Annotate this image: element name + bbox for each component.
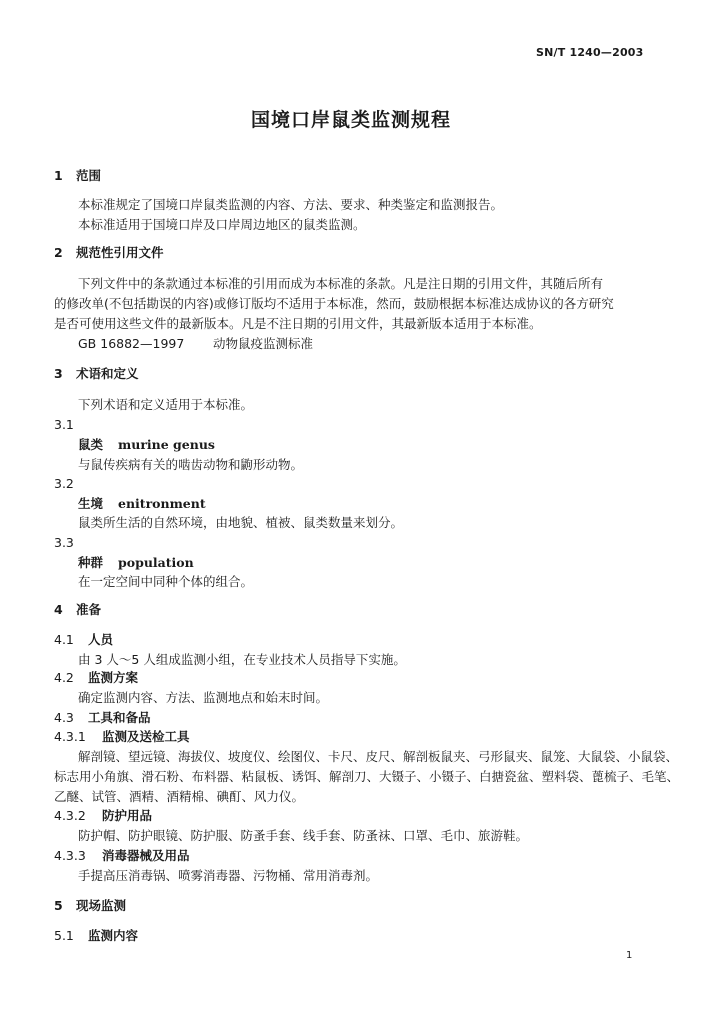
subsection-heading: 监测及送检工具: [102, 729, 190, 744]
subsection-text: 确定监测内容、方法、监测地点和始末时间。: [78, 690, 329, 705]
page-number: 1: [626, 950, 633, 961]
term-definition: 鼠类所生活的自然环境，由地貌、植被、鼠类数量来划分。: [78, 515, 404, 530]
term-english: population: [118, 555, 194, 570]
page-title: 国境口岸鼠类监测规程: [250, 109, 451, 131]
subsection-number: 4.3: [54, 710, 74, 725]
section-2-heading: 规范性引用文件: [76, 245, 164, 260]
section-5-number: 5: [54, 898, 63, 913]
section-3-number: 3: [54, 366, 63, 381]
subsection-number: 4.3.2: [54, 808, 86, 823]
section-1-paragraph-2: 本标准适用于国境口岸及口岸周边地区的鼠类监测。: [78, 217, 366, 232]
term-definition: 与鼠传疾病有关的啮齿动物和鼩形动物。: [78, 457, 304, 472]
subsection-number: 4.2: [54, 670, 74, 685]
subsection-heading: 人员: [88, 632, 114, 647]
section-4-heading: 准备: [76, 602, 102, 617]
section-4-number: 4: [54, 602, 63, 617]
section-5-heading: 现场监测: [76, 898, 127, 913]
section-3-intro: 下列术语和定义适用于本标准。: [78, 397, 254, 412]
section-1-paragraph-1: 本标准规定了国境口岸鼠类监测的内容、方法、要求、种类鉴定和监测报告。: [78, 197, 504, 212]
term-chinese: 种群: [78, 555, 104, 570]
subsection-heading: 消毒器械及用品: [102, 848, 190, 863]
subsection-number: 4.3.3: [54, 848, 86, 863]
subsection-number: 4.1: [54, 632, 74, 647]
term-english: murine genus: [118, 437, 215, 452]
subsection-heading: 监测内容: [88, 928, 139, 943]
reference-code: GB 16882—1997: [78, 336, 185, 351]
subsection-text: 防护帽、防护眼镜、防护服、防蚤手套、线手套、防蚤袜、口罩、毛巾、旅游鞋。: [78, 828, 529, 843]
term-english: enitronment: [118, 496, 206, 511]
term-chinese: 生境: [78, 496, 104, 511]
section-2-line-1: 下列文件中的条款通过本标准的引用而成为本标准的条款。凡是注日期的引用文件，其随后所有: [78, 276, 604, 291]
section-1-number: 1: [54, 168, 63, 183]
term-number: 3.2: [54, 476, 74, 491]
section-2-line-3: 是否可使用这些文件的最新版本。凡是不注日期的引用文件，其最新版本适用于本标准。: [54, 316, 542, 331]
subsection-number: 4.3.1: [54, 729, 86, 744]
tools-line-2: 标志用小角旗、滑石粉、布料器、粘鼠板、诱饵、解剖刀、大镊子、小镊子、白搪瓷盆、塑料袋、蓖梳子、毛笔、: [54, 769, 680, 784]
section-1-heading: 范围: [76, 168, 102, 183]
term-number: 3.3: [54, 535, 74, 550]
section-2-number: 2: [54, 245, 63, 260]
reference-title: 动物鼠疫监测标准: [213, 336, 314, 351]
section-3-heading: 术语和定义: [76, 366, 139, 381]
subsection-number: 5.1: [54, 928, 74, 943]
subsection-text: 由 3 人～5 人组成监测小组，在专业技术人员指导下实施。: [78, 652, 406, 667]
subsection-heading: 监测方案: [88, 670, 139, 685]
term-number: 3.1: [54, 417, 74, 432]
subsection-text: 手提高压消毒锅、喷雾消毒器、污物桶、常用消毒剂。: [78, 868, 379, 883]
term-chinese: 鼠类: [78, 437, 104, 452]
tools-line-1: 解剖镜、望远镜、海拔仪、坡度仪、绘图仪、卡尺、皮尺、解剖板鼠夹、弓形鼠夹、鼠笼、大鼠袋、小鼠袋、: [78, 749, 679, 764]
standard-code: SN/T 1240—2003: [536, 46, 644, 59]
subsection-heading: 防护用品: [102, 808, 153, 823]
subsection-heading: 工具和备品: [88, 710, 151, 725]
term-definition: 在一定空间中同种个体的组合。: [78, 574, 254, 589]
tools-line-3: 乙醚、试管、酒精、酒精棉、碘酊、风力仪。: [54, 789, 305, 804]
section-2-line-2: 的修改单(不包括勘误的内容)或修订版均不适用于本标准，然而，鼓励根据本标准达成协议的各方研究: [54, 296, 614, 311]
